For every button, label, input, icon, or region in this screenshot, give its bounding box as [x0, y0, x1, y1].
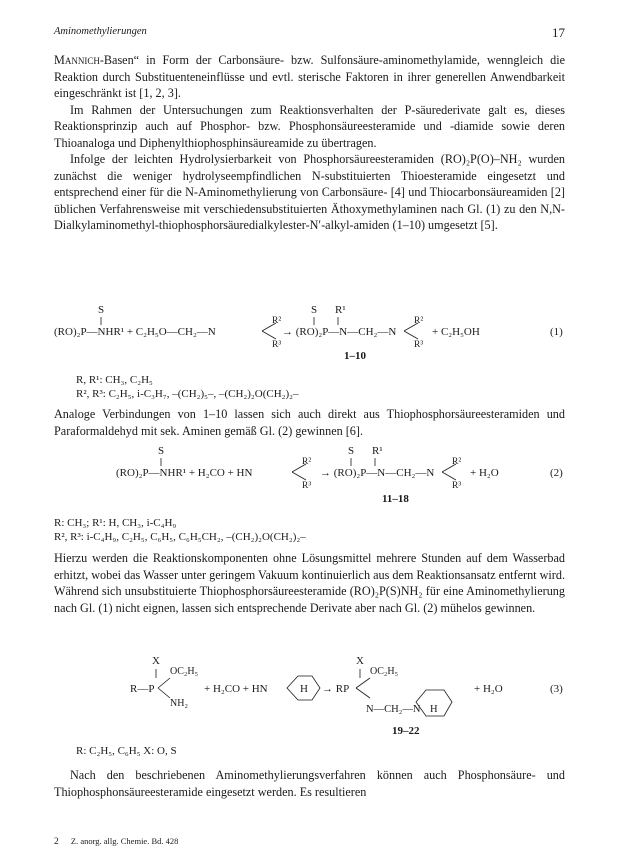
eq2-r2-right: R² — [452, 457, 462, 467]
eq1-product: → (RO)₂P—N—CH₂—N — [282, 326, 397, 338]
running-title: Aminomethylierungen — [54, 26, 147, 37]
eq2-r3-left: R³ — [302, 481, 312, 491]
eq1-substituents-2: R², R³: C₂H₅, i-C₃H₇, –(CH₂)₅–, –(CH₂)₂O(CH₂)₂– — [76, 388, 299, 400]
eq3-compound-numbers: 19–22 — [392, 725, 420, 737]
eq2-number: (2) — [550, 467, 563, 479]
eq2-sulfur-right: S — [348, 445, 355, 457]
eq3-middle: + H₂CO + HN — [204, 683, 268, 695]
eq2-substituents-1: R: CH₃; R¹: H, CH₃, i-C₄H₉ — [54, 517, 177, 529]
eq2-compound-numbers: 11–18 — [382, 493, 409, 505]
eq2-r1-right: R¹ — [372, 445, 383, 457]
eq2-substituents-2: R², R³: i-C₄H₉, C₂H₅, C₆H₅, C₆H₅CH₂, –(CH₂)₂O(CH₂)₂– — [54, 531, 306, 543]
eq3-n-ch2-n: N—CH₂—N — [366, 704, 421, 715]
text-block-middle — [54, 406, 565, 439]
eq3-x-left: X — [152, 655, 160, 667]
eq1-compound-numbers: 1–10 — [344, 350, 366, 362]
eq3-byproduct: + H₂O — [474, 683, 503, 695]
journal-reference: Z. anorg. allg. Chemie. Bd. 428 — [70, 836, 179, 846]
eq3-nh2: NH₂ — [170, 698, 188, 709]
eq3-x-right: X — [356, 655, 364, 667]
page-header — [54, 26, 565, 42]
eq2-sulfur-left: S — [158, 445, 165, 457]
eq1-substituents-1: R, R¹: CH₃, C₂H₅ — [76, 374, 153, 386]
paragraph-1-text: -Basen“ in Form der Carbonsäure- bzw. Sulfonsäure-aminomethylamide, wenngleich die Reaktion durch Substituenteneinflüsse und evtl. sterische Faktoren in ihrer generellen Anwendbarkeit eingeschränkt ist [1, 2, 3]. — [54, 53, 565, 100]
text-block-lower — [54, 550, 565, 616]
eq1-reactant: (RO)₂P—NHR¹ + C₂H₅O—CH₂—N — [54, 326, 216, 338]
eq2-product: → (RO)₂P—N—CH₂—N — [320, 467, 435, 479]
eq2-r3-right: R³ — [452, 481, 462, 491]
equation-2 — [54, 444, 565, 548]
eq3-ring-h: H — [300, 683, 308, 695]
eq1-r3-right: R³ — [414, 340, 424, 350]
signature-number: 2 — [54, 837, 59, 847]
page-number: 17 — [552, 25, 565, 40]
eq2-r2-left: R² — [302, 457, 312, 467]
eq3-oc2h5-left: OC₂H₅ — [170, 666, 199, 677]
paragraph-1 — [54, 52, 565, 102]
eq1-r3-left: R³ — [272, 340, 282, 350]
paragraph-4: Analoge Verbindungen von 1–10 lassen sich auch direkt aus Thiophosphorsäureesteramiden und Paraformaldehyd mit sek. Aminen gemäß Gl. (2) gewinnen [6]. — [54, 407, 565, 438]
text-block-top — [54, 52, 565, 234]
eq1-sulfur-right: S — [311, 304, 318, 316]
text-block-bottom — [54, 767, 565, 800]
eq1-r2-left: R² — [272, 316, 282, 326]
equation-1 — [54, 303, 565, 405]
paragraph-2: Im Rahmen der Untersuchungen zum Reaktionsverhalten der P-säurederivate galt es, dieses Reaktionsprinzip auch auf Phosphor- bzw. Phosphonsäureesteramide und -diamide sowie deren Thioanaloga und Diphenylthiophosphinsäureamide zu übertragen. — [54, 102, 565, 150]
eq1-r2-right: R² — [414, 316, 424, 326]
page-footer — [54, 836, 565, 847]
eq3-oc2h5-right: OC₂H₅ — [370, 666, 399, 677]
eq3-r-p: R—P — [130, 683, 155, 695]
eq1-number: (1) — [550, 326, 563, 338]
eq3-arrow-rp: → RP — [322, 683, 350, 695]
eq2-reactant: (RO)₂P—NHR¹ + H₂CO + HN — [116, 467, 253, 479]
eq3-n-h: H — [430, 704, 438, 715]
paragraph-5: Hierzu werden die Reaktionskomponenten ohne Lösungsmittel mehrere Stunden auf dem Wasserbad erhitzt, wobei das Wasser unter geringem Vakuum kontinuierlich aus dem Reaktionsansatz entfernt wird. Während sich unsubstituierte Thiophosphorsäureesteramide (RO)₂P(S)NH₂ für eine Aminomethylierung nach Gl. (1) nicht eignen, lassen sich entsprechende Derivate aber nach Gl. (2) mühelos gewinnen. — [54, 551, 565, 615]
equation-3 — [54, 654, 565, 760]
eq3-substituents: R: C₂H₅, C₆H₅ X: O, S — [76, 745, 177, 757]
eq2-byproduct: + H₂O — [470, 467, 499, 479]
paragraph-3: Infolge der leichten Hydrolysierbarkeit von Phosphorsäureesteramiden (RO)₂P(O)–NH₂ wurden zunächst die weniger hydrolyseempfindlichen N-substituierten Thioesteramide eingesetzt und entsprechend einer für die N-Aminomethylierung von Carbonsäure- [4] und Thiocarbonsäureamiden [2] üblichen Verfahrensweise mit verschiedensubstituierten Äthoxymethylaminen nach Gl. (1) zu den N,N-Dialkylaminomethyl-thiophosphorsäuredialkylester-N′-alkyl-amiden (1–10) umgesetzt [5]. — [54, 152, 565, 232]
eq3-number: (3) — [550, 683, 563, 695]
eq1-sulfur-left: S — [98, 304, 105, 316]
paragraph-6: Nach den beschriebenen Aminomethylierungsverfahren können auch Phosphonsäure- und Thiophosphonsäureesteramide eingesetzt werden. Es resultieren — [54, 768, 565, 799]
eq1-byproduct: + C₂H₅OH — [432, 326, 480, 338]
eq1-r1-right: R¹ — [335, 304, 346, 316]
author-name-mannich: Mannich — [54, 53, 100, 67]
